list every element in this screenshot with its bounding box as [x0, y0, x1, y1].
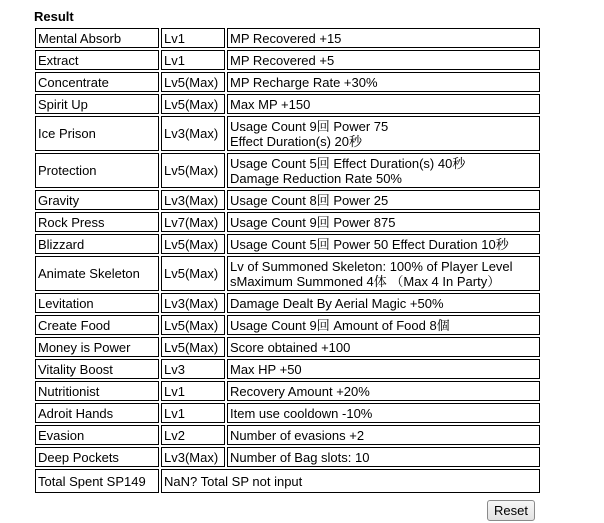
- skill-effect-cell: [227, 293, 540, 313]
- skill-level-cell: Lv3(Max): [161, 447, 225, 467]
- skill-effect-cell: [227, 234, 540, 254]
- result-row: [35, 381, 540, 401]
- skill-level-cell: Lv1: [161, 403, 225, 423]
- skill-effect-line: Usage Count 5回 Power 50 Effect Duration 10秒: [230, 236, 509, 252]
- skill-effect-line: Usage Count 5回 Effect Duration(s) 40秒: [230, 155, 466, 171]
- skill-name-cell: Ice Prison: [35, 116, 159, 151]
- result-row: [35, 447, 540, 467]
- skill-effect-line: Number of Bag slots: 10: [230, 449, 370, 465]
- skill-level-cell: Lv5(Max): [161, 234, 225, 254]
- skill-effect-cell: [227, 256, 540, 291]
- skill-name-cell: Money is Power: [35, 337, 159, 357]
- skill-effect-line: sMaximum Summoned 4体 （Max 4 In Party）: [230, 273, 501, 289]
- skill-effect-cell: [227, 425, 540, 445]
- skill-level-cell: Lv1: [161, 28, 225, 48]
- skill-name-cell: Protection: [35, 153, 159, 188]
- skill-effect-line: Damage Reduction Rate 50%: [230, 170, 402, 186]
- result-row: [35, 359, 540, 379]
- skill-effect-line: MP Recovered +5: [230, 52, 335, 68]
- skill-name-cell: Adroit Hands: [35, 403, 159, 423]
- skill-level-cell: Lv5(Max): [161, 337, 225, 357]
- skill-level-cell: Lv1: [161, 50, 225, 70]
- skill-effect-line: MP Recovered +15: [230, 30, 342, 46]
- skill-effect-cell: [227, 359, 540, 379]
- result-row: [35, 28, 540, 48]
- skill-name-cell: Rock Press: [35, 212, 159, 232]
- skill-effect-line: Usage Count 9回 Amount of Food 8個: [230, 317, 450, 333]
- skill-name-cell: Blizzard: [35, 234, 159, 254]
- skill-name-cell: Levitation: [35, 293, 159, 313]
- skill-effect-cell: [227, 28, 540, 48]
- result-row: [35, 403, 540, 423]
- result-row: [35, 315, 540, 335]
- skill-effect-cell: [227, 337, 540, 357]
- result-row: [35, 50, 540, 70]
- total-sp-value: NaN? Total SP not input: [161, 469, 540, 493]
- result-table-body: [35, 28, 540, 493]
- skill-effect-line: Usage Count 9回 Power 75: [230, 118, 389, 134]
- skill-name-cell: Concentrate: [35, 72, 159, 92]
- skill-effect-cell: [227, 50, 540, 70]
- skill-effect-line: Recovery Amount +20%: [230, 383, 370, 399]
- skill-level-cell: Lv3(Max): [161, 190, 225, 210]
- result-row: [35, 94, 540, 114]
- skill-level-cell: Lv7(Max): [161, 212, 225, 232]
- skill-level-cell: Lv3(Max): [161, 116, 225, 151]
- result-row: [35, 425, 540, 445]
- skill-effect-line: Lv of Summoned Skeleton: 100% of Player Level: [230, 258, 513, 274]
- skill-effect-cell: [227, 447, 540, 467]
- skill-effect-line: Damage Dealt By Aerial Magic +50%: [230, 295, 444, 311]
- skill-effect-cell: [227, 72, 540, 92]
- result-row: [35, 234, 540, 254]
- skill-effect-cell: [227, 315, 540, 335]
- skill-level-cell: Lv5(Max): [161, 153, 225, 188]
- skill-effect-line: Max HP +50: [230, 361, 302, 377]
- total-spent-label: Total Spent SP149: [35, 469, 159, 493]
- skill-effect-line: Usage Count 9回 Power 875: [230, 214, 396, 230]
- skill-name-cell: Nutritionist: [35, 381, 159, 401]
- skill-level-cell: Lv3: [161, 359, 225, 379]
- skill-level-cell: Lv1: [161, 381, 225, 401]
- result-row: [35, 153, 540, 188]
- skill-effect-line: Item use cooldown -10%: [230, 405, 373, 421]
- skill-name-cell: Animate Skeleton: [35, 256, 159, 291]
- skill-effect-line: Effect Duration(s) 20秒: [230, 133, 362, 149]
- skill-level-cell: Lv5(Max): [161, 256, 225, 291]
- skill-effect-cell: [227, 403, 540, 423]
- skill-effect-line: Score obtained +100: [230, 339, 351, 355]
- skill-effect-cell: [227, 116, 540, 151]
- skill-name-cell: Create Food: [35, 315, 159, 335]
- skill-effect-line: Usage Count 8回 Power 25: [230, 192, 389, 208]
- skill-name-cell: Mental Absorb: [35, 28, 159, 48]
- skill-level-cell: Lv2: [161, 425, 225, 445]
- skill-name-cell: Gravity: [35, 190, 159, 210]
- result-row: [35, 72, 540, 92]
- skill-name-cell: Deep Pockets: [35, 447, 159, 467]
- skill-level-cell: Lv5(Max): [161, 72, 225, 92]
- result-row: [35, 256, 540, 291]
- skill-effect-cell: [227, 94, 540, 114]
- result-row: [35, 212, 540, 232]
- skill-effect-cell: [227, 153, 540, 188]
- reset-button[interactable]: Reset: [487, 500, 535, 521]
- skill-level-cell: Lv3(Max): [161, 293, 225, 313]
- skill-effect-line: Max MP +150: [230, 96, 311, 112]
- result-table: [33, 26, 542, 495]
- skill-name-cell: Extract: [35, 50, 159, 70]
- result-row: [35, 337, 540, 357]
- skill-effect-cell: [227, 212, 540, 232]
- skill-effect-cell: [227, 381, 540, 401]
- result-heading: Result: [34, 9, 74, 24]
- skill-level-cell: Lv5(Max): [161, 315, 225, 335]
- skill-effect-line: MP Recharge Rate +30%: [230, 74, 378, 90]
- skill-name-cell: Spirit Up: [35, 94, 159, 114]
- skill-effect-cell: [227, 190, 540, 210]
- skill-name-cell: Vitality Boost: [35, 359, 159, 379]
- result-row: [35, 190, 540, 210]
- result-row: [35, 116, 540, 151]
- skill-name-cell: Evasion: [35, 425, 159, 445]
- total-row: [35, 469, 540, 493]
- skill-level-cell: Lv5(Max): [161, 94, 225, 114]
- result-row: [35, 293, 540, 313]
- skill-effect-line: Number of evasions +2: [230, 427, 365, 443]
